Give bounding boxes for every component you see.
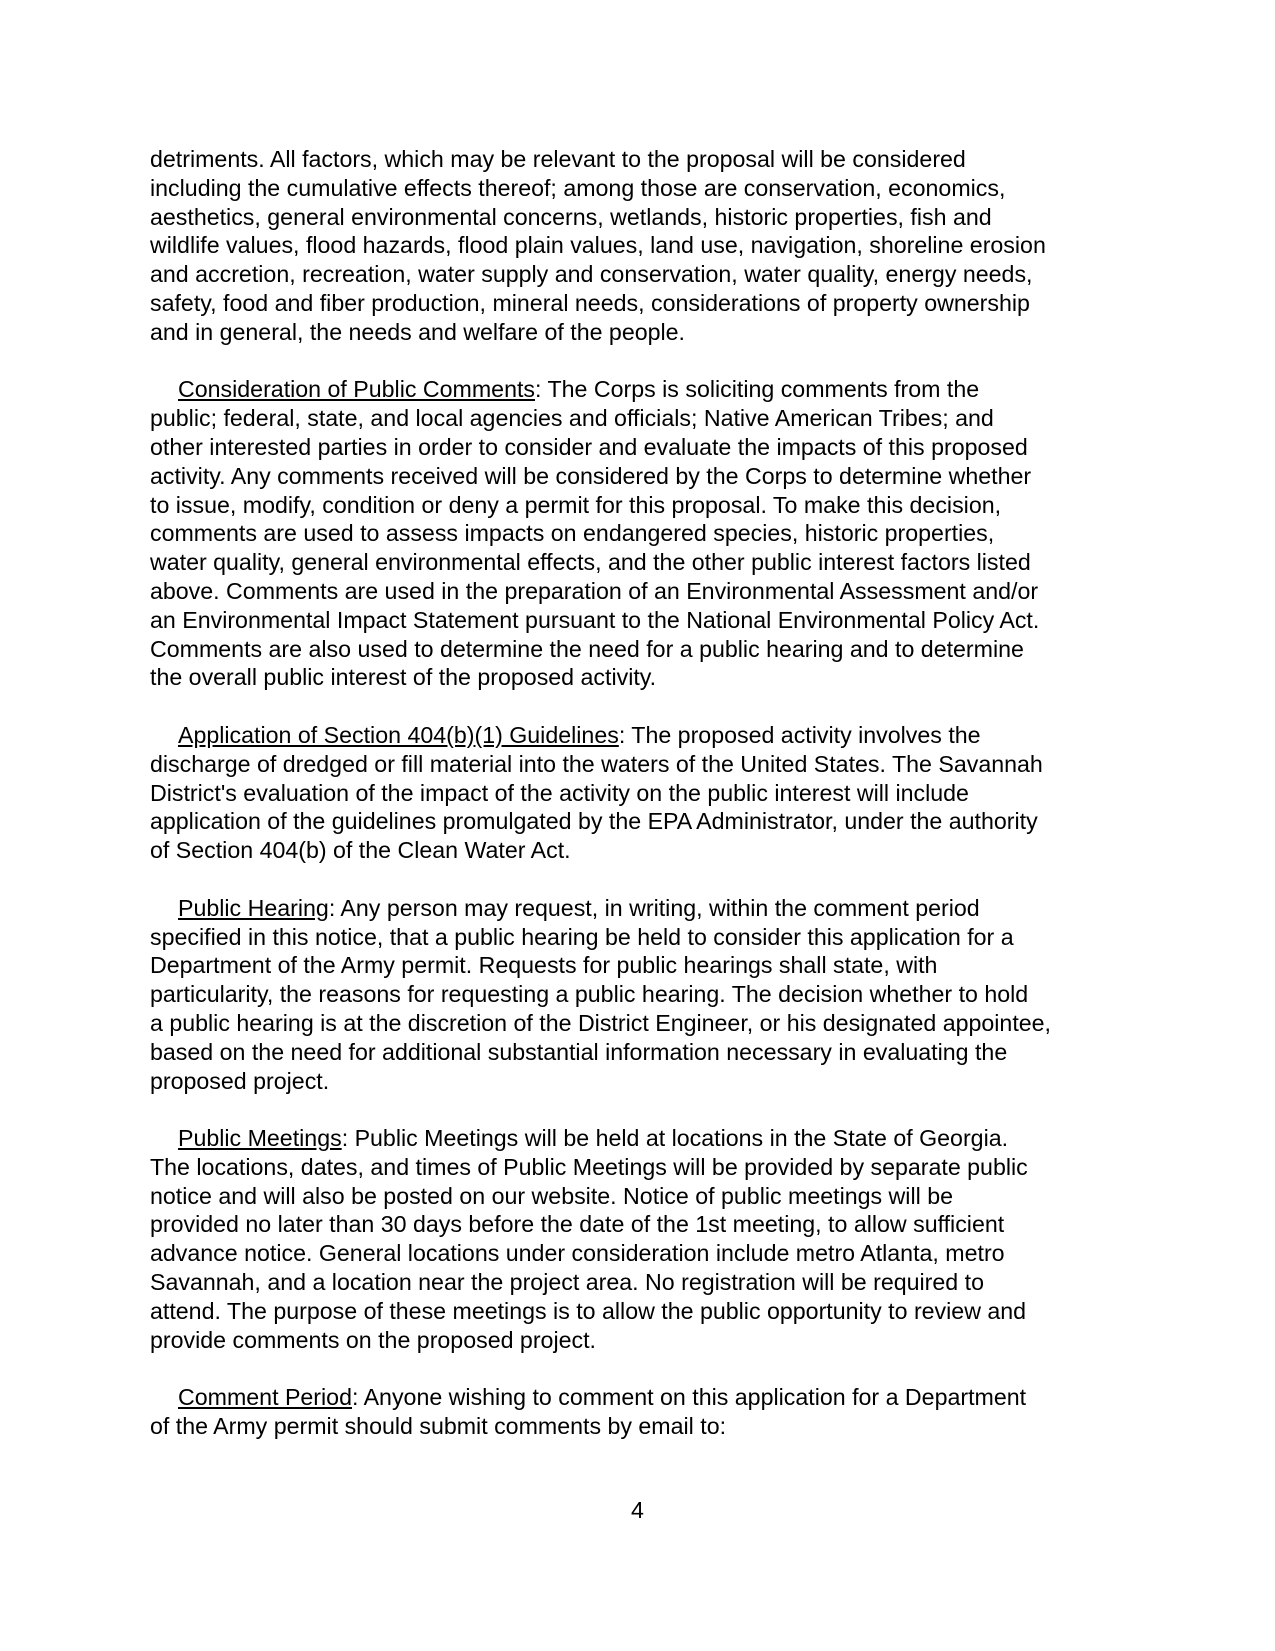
text-line: and accretion, recreation, water supply and conservation, water quality, energy needs, [150,261,1033,288]
document-body [150,145,1130,1470]
text-line: notice and will also be posted on our website. Notice of public meetings will be [150,1182,953,1209]
section-heading-section-404-guidelines: Application of Section 404(b)(1) Guidelines [178,721,619,748]
text-line: of the Army permit should submit comments by email to: [150,1413,727,1440]
text-line: comments are used to assess impacts on endangered species, historic properties, [150,520,995,547]
section-heading-public-hearing: Public Hearing [178,894,329,921]
text-line: Comments are also used to determine the need for a public hearing and to determine [150,635,1024,662]
text-line: Savannah, and a location near the project area. No registration will be required to [150,1269,984,1296]
text-line: proposed project. [150,1067,330,1094]
paragraph-first-line [150,1124,1130,1153]
text-line: District's evaluation of the impact of the activity on the public interest will include [150,779,969,806]
text-line: based on the need for additional substantial information necessary in evaluating the [150,1038,1008,1065]
paragraph-section-404-guidelines [150,721,1130,865]
heading-suffix-text: : Any person may request, in writing, within the comment period [328,894,980,921]
text-line: above. Comments are used in the preparation of an Environmental Assessment and/or [150,577,1039,604]
paragraph-public-interest-continuation [150,145,1130,347]
text-line: detriments. All factors, which may be relevant to the proposal will be considered [150,146,966,172]
paragraph-first-line [150,721,1130,750]
paragraph-first-line [150,375,1130,404]
text-line: aesthetics, general environmental concerns, wetlands, historic properties, fish and [150,203,992,230]
text-line: activity. Any comments received will be considered by the Corps to determine whether [150,462,1032,489]
text-line: attend. The purpose of these meetings is to allow the public opportunity to review and [150,1297,1027,1324]
paragraph-first-line [150,894,1130,923]
text-line: the overall public interest of the proposed activity. [150,664,657,691]
text-line: public; federal, state, and local agencies and officials; Native American Tribes; and [150,405,994,432]
text-line: a public hearing is at the discretion of the District Engineer, or his designated appointee, [150,1009,1051,1036]
heading-suffix-text: : The Corps is soliciting comments from the [535,376,980,403]
paragraph-public-meetings [150,1124,1130,1354]
text-line: specified in this notice, that a public hearing be held to consider this application for a [150,923,1014,950]
text-line: safety, food and fiber production, mineral needs, considerations of property ownership [150,289,1030,316]
text-line: an Environmental Impact Statement pursuant to the National Environmental Policy Act. [150,606,1040,633]
text-line: wildlife values, flood hazards, flood plain values, land use, navigation, shoreline erosion [150,232,1046,259]
text-line: to issue, modify, condition or deny a permit for this proposal. To make this decision, [150,491,1002,518]
text-line: provided no later than 30 days before the date of the 1st meeting, to allow sufficient [150,1211,1005,1238]
section-heading-consideration-of-public-comments: Consideration of Public Comments [178,376,535,403]
section-heading-public-meetings: Public Meetings [178,1125,342,1152]
paragraph-public-hearing [150,894,1130,1096]
heading-suffix-text: : The proposed activity involves the [618,721,981,748]
text-line: and in general, the needs and welfare of the people. [150,318,685,345]
paragraph-consideration-of-public-comments [150,375,1130,692]
text-line: discharge of dredged or fill material into the waters of the United States. The Savannah [150,750,1043,777]
text-line: of Section 404(b) of the Clean Water Act. [150,837,571,864]
page-number: 4 [631,1497,644,1523]
heading-suffix-text: : Public Meetings will be held at locations in the State of Georgia. [341,1125,1009,1152]
paragraph-comment-period [150,1383,1130,1441]
text-line: Department of the Army permit. Requests for public hearings shall state, with [150,952,938,979]
paragraph-first-line [150,1383,1130,1412]
heading-suffix-text: : Anyone wishing to comment on this application for a Department [351,1384,1027,1411]
text-line: provide comments on the proposed project. [150,1326,596,1353]
text-line: advance notice. General locations under consideration include metro Atlanta, metro [150,1240,1005,1267]
text-line: application of the guidelines promulgated by the EPA Administrator, under the authority [150,808,1038,835]
text-line: including the cumulative effects thereof; among those are conservation, economics, [150,174,1006,201]
text-line: water quality, general environmental effects, and the other public interest factors listed [150,549,1031,576]
text-line: The locations, dates, and times of Public Meetings will be provided by separate public [150,1153,1028,1180]
section-heading-comment-period: Comment Period [178,1384,352,1411]
text-line: particularity, the reasons for requesting a public hearing. The decision whether to hold [150,981,1029,1008]
text-line: other interested parties in order to consider and evaluate the impacts of this proposed [150,433,1028,460]
